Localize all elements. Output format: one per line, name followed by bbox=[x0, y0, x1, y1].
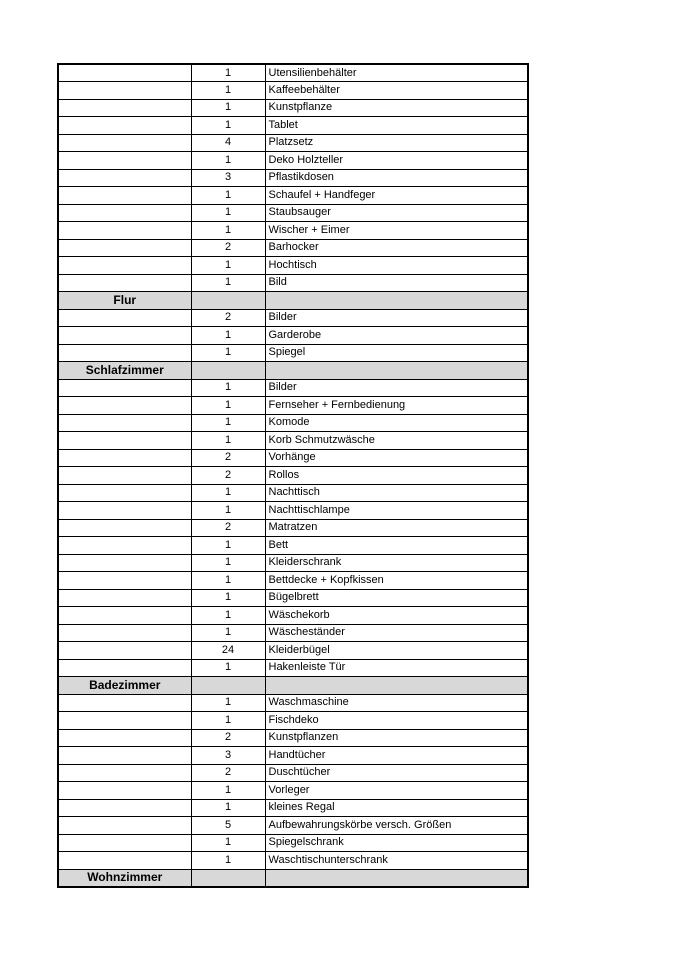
quantity-cell: 1 bbox=[191, 799, 265, 817]
row-empty-cell bbox=[58, 204, 191, 222]
item-row bbox=[58, 624, 528, 642]
item-name-cell: Nachttischlampe bbox=[265, 502, 528, 520]
quantity-cell: 5 bbox=[191, 817, 265, 835]
item-row bbox=[58, 852, 528, 870]
section-item-cell bbox=[265, 292, 528, 310]
row-empty-cell bbox=[58, 239, 191, 257]
item-name-cell: Komode bbox=[265, 414, 528, 432]
quantity-cell: 1 bbox=[191, 414, 265, 432]
quantity-cell: 1 bbox=[191, 607, 265, 625]
row-empty-cell bbox=[58, 747, 191, 765]
item-name-cell: Wischer + Eimer bbox=[265, 222, 528, 240]
item-row bbox=[58, 467, 528, 485]
row-empty-cell bbox=[58, 397, 191, 415]
section-label-cell: Schlafzimmer bbox=[58, 362, 191, 380]
item-name-cell: Spiegel bbox=[265, 344, 528, 362]
quantity-cell: 1 bbox=[191, 204, 265, 222]
section-label-cell: Flur bbox=[58, 292, 191, 310]
item-name-cell: Wäschekorb bbox=[265, 607, 528, 625]
row-empty-cell bbox=[58, 467, 191, 485]
item-name-cell: Platzsetz bbox=[265, 134, 528, 152]
item-name-cell: Nachttisch bbox=[265, 484, 528, 502]
item-name-cell: Deko Holzteller bbox=[265, 152, 528, 170]
quantity-cell: 1 bbox=[191, 432, 265, 450]
item-name-cell: Matratzen bbox=[265, 519, 528, 537]
item-row bbox=[58, 257, 528, 275]
item-row bbox=[58, 309, 528, 327]
item-row bbox=[58, 134, 528, 152]
quantity-cell: 1 bbox=[191, 274, 265, 292]
row-empty-cell bbox=[58, 537, 191, 555]
quantity-cell: 1 bbox=[191, 589, 265, 607]
item-name-cell: Kaffeebehälter bbox=[265, 82, 528, 100]
item-row bbox=[58, 222, 528, 240]
item-row bbox=[58, 432, 528, 450]
item-row bbox=[58, 554, 528, 572]
section-header-row bbox=[58, 362, 528, 380]
section-item-cell bbox=[265, 677, 528, 695]
section-quantity-cell bbox=[191, 292, 265, 310]
quantity-cell: 2 bbox=[191, 729, 265, 747]
item-row bbox=[58, 187, 528, 205]
row-empty-cell bbox=[58, 64, 191, 82]
inventory-table bbox=[57, 63, 529, 888]
item-name-cell: Fischdeko bbox=[265, 712, 528, 730]
row-empty-cell bbox=[58, 484, 191, 502]
quantity-cell: 1 bbox=[191, 484, 265, 502]
quantity-cell: 2 bbox=[191, 449, 265, 467]
row-empty-cell bbox=[58, 554, 191, 572]
row-empty-cell bbox=[58, 414, 191, 432]
item-row bbox=[58, 204, 528, 222]
quantity-cell: 1 bbox=[191, 537, 265, 555]
quantity-cell: 1 bbox=[191, 694, 265, 712]
item-name-cell: Waschtischunterschrank bbox=[265, 852, 528, 870]
quantity-cell: 3 bbox=[191, 169, 265, 187]
row-empty-cell bbox=[58, 642, 191, 660]
row-empty-cell bbox=[58, 817, 191, 835]
item-name-cell: Fernseher + Fernbedienung bbox=[265, 397, 528, 415]
item-name-cell: Bild bbox=[265, 274, 528, 292]
quantity-cell: 1 bbox=[191, 834, 265, 852]
item-row bbox=[58, 484, 528, 502]
quantity-cell: 1 bbox=[191, 344, 265, 362]
item-name-cell: Waschmaschine bbox=[265, 694, 528, 712]
item-name-cell: Tablet bbox=[265, 117, 528, 135]
section-label-cell: Wohnzimmer bbox=[58, 869, 191, 887]
row-empty-cell bbox=[58, 624, 191, 642]
item-name-cell: Bettdecke + Kopfkissen bbox=[265, 572, 528, 590]
item-name-cell: Bilder bbox=[265, 379, 528, 397]
item-row bbox=[58, 239, 528, 257]
row-empty-cell bbox=[58, 222, 191, 240]
item-name-cell: Hochtisch bbox=[265, 257, 528, 275]
quantity-cell: 1 bbox=[191, 379, 265, 397]
item-row bbox=[58, 327, 528, 345]
row-empty-cell bbox=[58, 519, 191, 537]
item-row bbox=[58, 169, 528, 187]
item-name-cell: Rollos bbox=[265, 467, 528, 485]
row-empty-cell bbox=[58, 852, 191, 870]
item-name-cell: Kunstpflanzen bbox=[265, 729, 528, 747]
quantity-cell: 2 bbox=[191, 467, 265, 485]
quantity-cell: 1 bbox=[191, 222, 265, 240]
quantity-cell: 1 bbox=[191, 117, 265, 135]
section-item-cell bbox=[265, 869, 528, 887]
row-empty-cell bbox=[58, 799, 191, 817]
row-empty-cell bbox=[58, 274, 191, 292]
item-row bbox=[58, 747, 528, 765]
quantity-cell: 2 bbox=[191, 309, 265, 327]
quantity-cell: 1 bbox=[191, 852, 265, 870]
item-name-cell: Kleiderschrank bbox=[265, 554, 528, 572]
item-row bbox=[58, 659, 528, 677]
quantity-cell: 1 bbox=[191, 187, 265, 205]
item-row bbox=[58, 519, 528, 537]
quantity-cell: 2 bbox=[191, 239, 265, 257]
item-name-cell: kleines Regal bbox=[265, 799, 528, 817]
item-name-cell: Handtücher bbox=[265, 747, 528, 765]
row-empty-cell bbox=[58, 589, 191, 607]
item-name-cell: Kunstpflanze bbox=[265, 99, 528, 117]
item-row bbox=[58, 694, 528, 712]
item-name-cell: Garderobe bbox=[265, 327, 528, 345]
quantity-cell: 1 bbox=[191, 572, 265, 590]
row-empty-cell bbox=[58, 379, 191, 397]
item-name-cell: Vorleger bbox=[265, 782, 528, 800]
quantity-cell: 1 bbox=[191, 782, 265, 800]
quantity-cell: 1 bbox=[191, 152, 265, 170]
item-row bbox=[58, 274, 528, 292]
row-empty-cell bbox=[58, 729, 191, 747]
quantity-cell: 1 bbox=[191, 712, 265, 730]
item-row bbox=[58, 537, 528, 555]
item-row bbox=[58, 642, 528, 660]
item-row bbox=[58, 502, 528, 520]
section-item-cell bbox=[265, 362, 528, 380]
section-header-row bbox=[58, 869, 528, 887]
row-empty-cell bbox=[58, 834, 191, 852]
item-row bbox=[58, 729, 528, 747]
item-row bbox=[58, 117, 528, 135]
item-row bbox=[58, 764, 528, 782]
quantity-cell: 1 bbox=[191, 554, 265, 572]
quantity-cell: 1 bbox=[191, 659, 265, 677]
item-name-cell: Bügelbrett bbox=[265, 589, 528, 607]
quantity-cell: 1 bbox=[191, 82, 265, 100]
item-row bbox=[58, 64, 528, 82]
item-row bbox=[58, 782, 528, 800]
item-row bbox=[58, 344, 528, 362]
item-name-cell: Duschtücher bbox=[265, 764, 528, 782]
quantity-cell: 1 bbox=[191, 64, 265, 82]
item-row bbox=[58, 572, 528, 590]
quantity-cell: 1 bbox=[191, 99, 265, 117]
quantity-cell: 4 bbox=[191, 134, 265, 152]
section-header-row bbox=[58, 677, 528, 695]
section-quantity-cell bbox=[191, 362, 265, 380]
item-name-cell: Kleiderbügel bbox=[265, 642, 528, 660]
item-name-cell: Barhocker bbox=[265, 239, 528, 257]
item-row bbox=[58, 152, 528, 170]
quantity-cell: 2 bbox=[191, 764, 265, 782]
row-empty-cell bbox=[58, 432, 191, 450]
section-quantity-cell bbox=[191, 869, 265, 887]
item-name-cell: Schaufel + Handfeger bbox=[265, 187, 528, 205]
row-empty-cell bbox=[58, 327, 191, 345]
row-empty-cell bbox=[58, 169, 191, 187]
item-row bbox=[58, 834, 528, 852]
item-row bbox=[58, 799, 528, 817]
quantity-cell: 24 bbox=[191, 642, 265, 660]
row-empty-cell bbox=[58, 449, 191, 467]
row-empty-cell bbox=[58, 607, 191, 625]
row-empty-cell bbox=[58, 187, 191, 205]
item-row bbox=[58, 99, 528, 117]
item-row bbox=[58, 607, 528, 625]
quantity-cell: 2 bbox=[191, 519, 265, 537]
row-empty-cell bbox=[58, 117, 191, 135]
item-row bbox=[58, 82, 528, 100]
section-header-row bbox=[58, 292, 528, 310]
row-empty-cell bbox=[58, 659, 191, 677]
item-name-cell: Spiegelschrank bbox=[265, 834, 528, 852]
item-name-cell: Bilder bbox=[265, 309, 528, 327]
quantity-cell: 3 bbox=[191, 747, 265, 765]
quantity-cell: 1 bbox=[191, 502, 265, 520]
row-empty-cell bbox=[58, 572, 191, 590]
item-name-cell: Staubsauger bbox=[265, 204, 528, 222]
item-name-cell: Korb Schmutzwäsche bbox=[265, 432, 528, 450]
item-row bbox=[58, 589, 528, 607]
row-empty-cell bbox=[58, 134, 191, 152]
item-row bbox=[58, 414, 528, 432]
quantity-cell: 1 bbox=[191, 397, 265, 415]
quantity-cell: 1 bbox=[191, 257, 265, 275]
row-empty-cell bbox=[58, 99, 191, 117]
row-empty-cell bbox=[58, 502, 191, 520]
section-label-cell: Badezimmer bbox=[58, 677, 191, 695]
quantity-cell: 1 bbox=[191, 327, 265, 345]
row-empty-cell bbox=[58, 694, 191, 712]
quantity-cell: 1 bbox=[191, 624, 265, 642]
item-name-cell: Hakenleiste Tür bbox=[265, 659, 528, 677]
item-name-cell: Wäscheständer bbox=[265, 624, 528, 642]
row-empty-cell bbox=[58, 257, 191, 275]
item-name-cell: Aufbewahrungskörbe versch. Größen bbox=[265, 817, 528, 835]
row-empty-cell bbox=[58, 764, 191, 782]
item-name-cell: Bett bbox=[265, 537, 528, 555]
item-row bbox=[58, 379, 528, 397]
item-row bbox=[58, 712, 528, 730]
item-name-cell: Pflastikdosen bbox=[265, 169, 528, 187]
row-empty-cell bbox=[58, 152, 191, 170]
item-name-cell: Utensilienbehälter bbox=[265, 64, 528, 82]
item-row bbox=[58, 397, 528, 415]
row-empty-cell bbox=[58, 82, 191, 100]
row-empty-cell bbox=[58, 344, 191, 362]
row-empty-cell bbox=[58, 712, 191, 730]
row-empty-cell bbox=[58, 782, 191, 800]
row-empty-cell bbox=[58, 309, 191, 327]
item-row bbox=[58, 817, 528, 835]
item-row bbox=[58, 449, 528, 467]
inventory-table-body bbox=[58, 64, 528, 887]
section-quantity-cell bbox=[191, 677, 265, 695]
item-name-cell: Vorhänge bbox=[265, 449, 528, 467]
